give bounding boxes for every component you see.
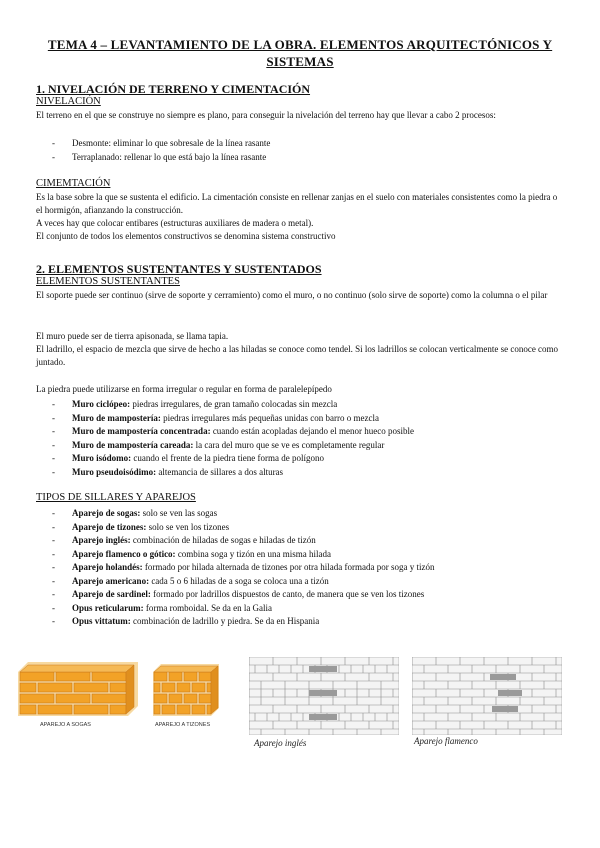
flamenco-caption: Aparejo flamenco	[414, 736, 478, 746]
sustentantes-para-3: La piedra puede utilizarse en forma irregular o regular en forma de paralelepípedo	[36, 384, 332, 394]
paragraph: El conjunto de todos los elementos constructivos se denomina sistema constructivo	[36, 231, 336, 241]
list-item: - Aparejo de sardinel: formado por ladrillos dispuestos de canto, de manera que se ven los tizones	[52, 589, 425, 599]
aparejo-tizones-illustration	[151, 662, 221, 716]
list-item: - Desmonte: eliminar lo que sobresale de la línea rasante	[52, 138, 271, 148]
tizones-label: APAREJO A TIZONES	[155, 722, 211, 728]
section-2-heading: 2. ELEMENTOS SUSTENTANTES Y SUSTENTADOS	[36, 262, 322, 276]
sustentantes-subheading: ELEMENTOS SUSTENTANTES	[36, 276, 180, 287]
aparejo-sogas-illustration	[14, 660, 139, 716]
cimentacion-subheading: CIMEMTACIÓN	[36, 178, 111, 189]
list-item: - Muro ciclópeo: piedras irregulares, de gran tamaño colocadas sin mezcla	[52, 399, 338, 409]
list-item: - Aparejo de tizones: solo se ven los tizones	[52, 521, 230, 532]
sustentantes-para-1: El soporte puede ser continuo (sirve de soporte y cerramiento) como el muro, o no continuo (solo sirve de soporte) como la columna o el pilar	[36, 290, 548, 300]
document-title: TEMA 4 – LEVANTAMIENTO DE LA OBRA. ELEMENTOS ARQUITECTÓNICOS Y SISTEMAS	[47, 37, 553, 69]
sillares-subheading: TIPOS DE SILLARES Y APAREJOS	[36, 492, 196, 503]
list-item: - Muro pseudoisódimo: altemancia de sillares a dos alturas	[52, 466, 284, 477]
aparejos-list	[52, 507, 572, 629]
list-item: - Aparejo flamenco o gótico: combina soga y tizón en una misma hilada	[52, 548, 332, 559]
nivelacion-list	[52, 137, 572, 164]
list-item: - Aparejo inglés: combinación de hiladas de sogas e hiladas de tizón	[52, 535, 316, 545]
list-item: - Muro de mampostería concentrada: cuando están acopladas dejando el menor hueco posible	[52, 426, 414, 436]
aparejo-flamenco-illustration	[412, 657, 562, 735]
list-item: - Muro isódomo: cuando el frente de la piedra tiene forma de polígono	[52, 453, 325, 463]
list-item: - Aparejo americano: cada 5 o 6 hiladas de a soga se coloca una a tizón	[52, 575, 329, 586]
sustentantes-para-2	[36, 330, 566, 369]
ingles-caption: Aparejo inglés	[254, 738, 307, 748]
cimentacion-text	[36, 191, 566, 243]
aparejo-ingles-illustration	[249, 657, 399, 735]
sogas-label: APAREJO A SOGAS	[40, 722, 91, 728]
muros-list	[52, 398, 572, 479]
paragraph: A veces hay que colocar entibares (estructuras auxiliares de madera o metal).	[36, 218, 314, 228]
list-item: - Terraplanado: rellenar lo que está bajo la línea rasante	[52, 151, 267, 162]
section-1-heading: 1. NIVELACIÓN DE TERRENO Y CIMENTACIÓN	[36, 82, 311, 96]
list-item: - Muro de mampostería careada: la cara del muro que se ve es completamente regular	[52, 439, 385, 450]
list-item: - Aparejo holandés: formado por hilada alternada de tizones por otra hilada formada por soga y tizón	[52, 562, 435, 572]
list-item: - Aparejo de sogas: solo se ven las sogas	[52, 508, 218, 518]
paragraph: El ladrillo, el espacio de mezcla que sirve de hecho a las hiladas se conoce como tendel. Si los ladrillos se colocan verticalmente se conoce como juntado.	[36, 344, 559, 367]
list-item: - Muro de mampostería: piedras irregulares más pequeñas unidas con barro o mezcla	[52, 412, 379, 423]
list-item: - Opus reticularum: forma romboidal. Se da en la Galia	[52, 602, 273, 613]
paragraph: El muro puede ser de tierra apisonada, se llama tapia.	[36, 331, 229, 341]
nivelacion-text: El terreno en el que se construye no siempre es plano, para conseguir la nivelación del terreno hay que llevar a cabo 2 procesos:	[36, 110, 496, 120]
list-item: - Opus vittatum: combinación de ladrillo y piedra. Se da en Hispania	[52, 616, 320, 626]
paragraph: Es la base sobre la que se sustenta el edificio. La cimentación consiste en rellenar zanjas en el suelo con materiales consistentes como la piedra o el hormigón, afianzando la construcción.	[36, 192, 558, 215]
nivelacion-subheading: NIVELACIÓN	[36, 96, 101, 107]
